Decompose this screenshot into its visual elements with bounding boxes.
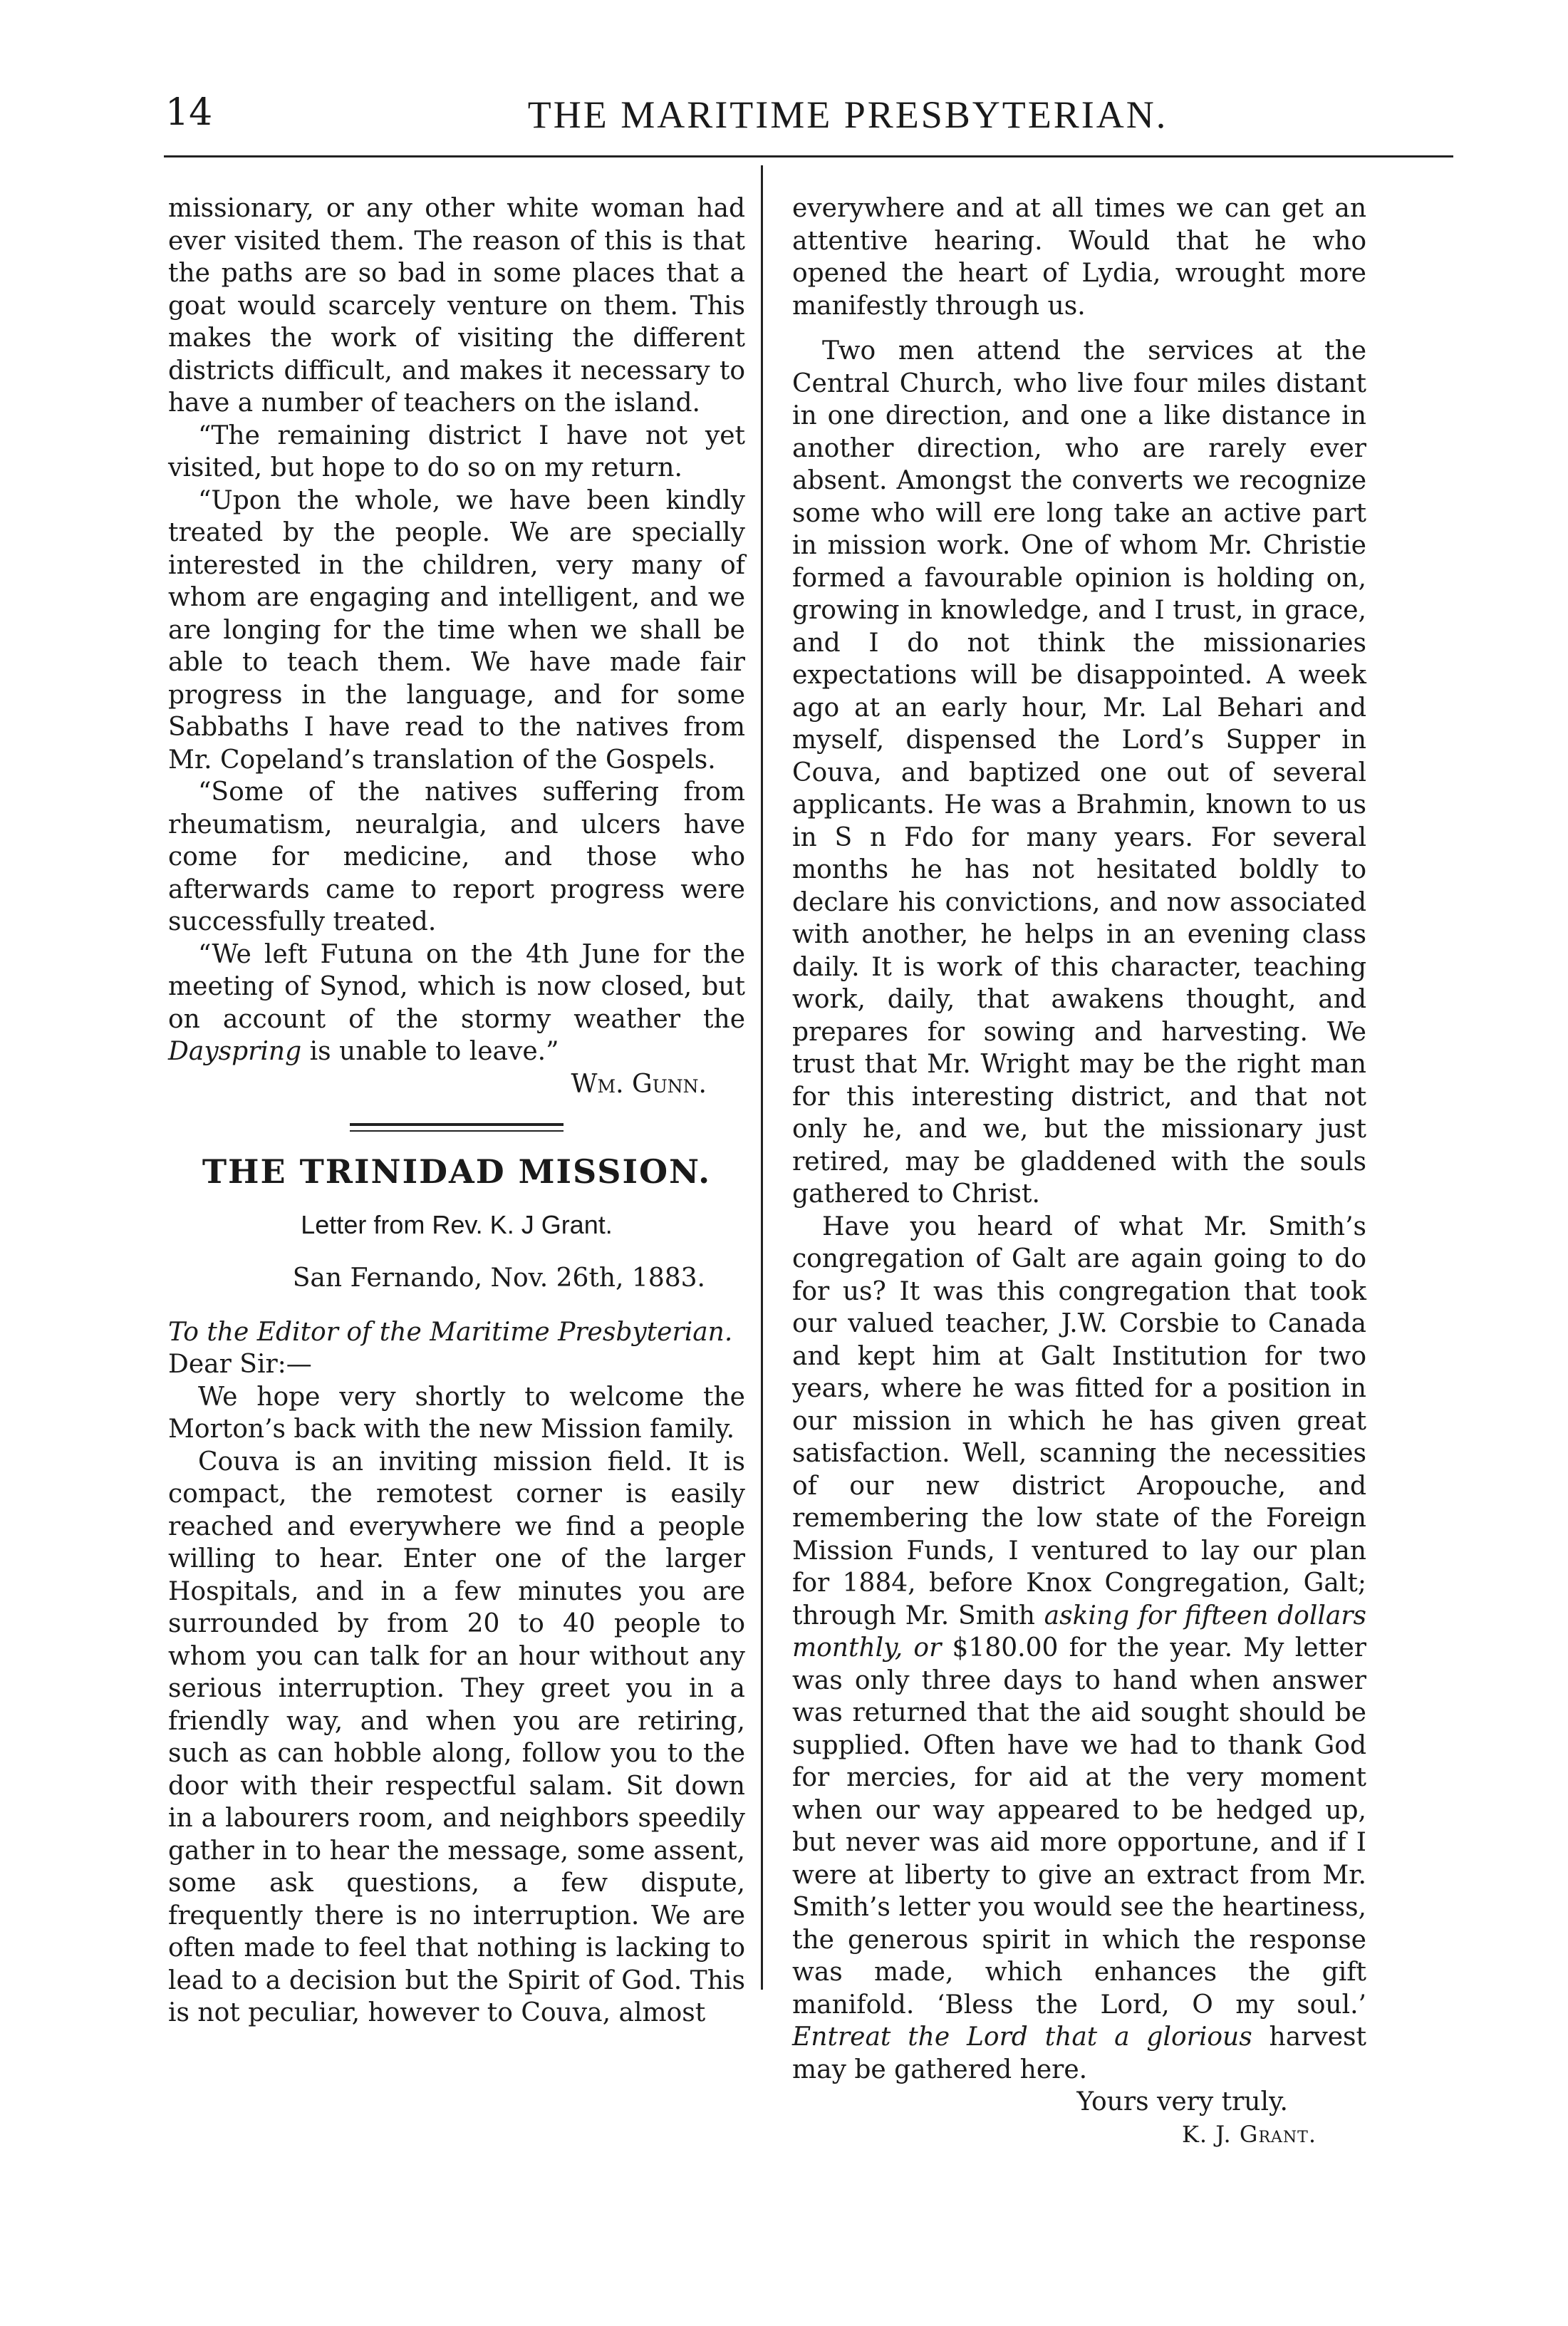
running-title: THE MARITIME PRESBYTERIAN.	[527, 93, 1168, 136]
paragraph: Two men attend the services at the Central Church, who live four miles distant in one direction, and one a like distance in another direction, who are rarely ever absent. Amongst the converts we recognize some who will ere long take an active part in mission work. One of whom Mr. Christie formed a favourable opinion is holding on, growing in knowledge, and I trust, in grace, and I do not think the missionaries expectations will be disappointed. A week ago at an early hour, Mr. Lal Behari and myself, dispensed the Lord’s Supper in Couva, and baptized one out of several applicants. He was a Brahmin, known to us in S n Fdo for many years. For several months he has not hesitated boldly to declare his convictions, and now associated with another, he helps in an evening class daily. It is work of this character, teaching work, daily, that awakens thought, and prepares for sowing and harvesting. We trust that Mr. Wright may be the right man for this interesting district, and that not only he, and we, but the missionary just retired, may be gladdened with the souls gathered to Christ.	[792, 336, 1366, 1209]
paragraph	[792, 1211, 1366, 2087]
right-column	[792, 192, 1366, 2151]
text-run: is unable to leave.”	[301, 1037, 559, 1066]
signature: Wm. Gunn.	[571, 1069, 707, 1099]
paragraph: “Some of the natives suffering from rheumatism, neuralgia, and ulcers have come for medicine, and those who afterwards came to report progress were successfully treated.	[168, 777, 745, 936]
dateline: San Fernando, Nov. 26th, 1883.	[292, 1263, 705, 1293]
text-run: $180.00 for the year. My letter was only three days to hand when answer was returned that the aid sought should be supplied. Often have we had to thank God for mercies, for aid at the very moment when our way appeared to be hedged up, but never was aid more opportune, and if I were at liberty to give an extract from Mr. Smith’s letter you would see the heartiness, the generous spirit in which the response was made, which enhances the gift manifold. ‘Bless the Lord, O my soul.’	[792, 1633, 1366, 2020]
paragraph: missionary, or any other white woman had ever visited them. The reason of this is that the paths are so bad in some places that a goat would scarcely venture on them. This makes the work of visiting the different districts difficult, and makes it necessary to have a number of teachers on the island.	[168, 194, 745, 418]
header-rule	[164, 155, 1453, 157]
paragraph: We hope very shortly to welcome the Morton’s back with the new Mission family.	[168, 1382, 745, 1444]
paragraph: “The remaining district I have not yet visited, but hope to do so on my return.	[168, 420, 745, 482]
paragraph: “Upon the whole, we have been kindly treated by the people. We are specially interested in the children, very many of whom are engaging and intelligent, and we are longing for the time when we shall be able to teach them. We have made fair progress in the language, and for some Sabbaths I have read to the natives from Mr. Copeland’s translation of the Gospels.	[168, 485, 745, 775]
text-run: Have you heard of what Mr. Smith’s congregation of Galt are again going to do for us? It was this congregation that took our valued teacher, J.W. Corsbie to Canada and kept him at Galt Institution for two years, where he was fitted for a position in our mission in which he has given great satisfaction. Well, scanning the necessities of our new district Aropouche, and remembering the low state of the Foreign Mission Funds, I ventured to lay our plan for 1884, before Knox Congregation, Galt; through Mr. Smith	[792, 1211, 1366, 1630]
letter-subtitle: Letter from Rev. K. J Grant.	[301, 1209, 613, 1239]
column-divider	[761, 165, 763, 1990]
italic-run: Entreat the Lord that a glorious	[792, 2022, 1252, 2052]
page-number: 14	[165, 91, 213, 134]
paragraph: Couva is an inviting mission field. It is compact, the remotest corner is easily reached and everywhere we find a people willing to hear. Enter one of the larger Hospitals, and in a few minutes you are surrounded by from 20 to 40 people to whom you can talk for an hour without any serious interruption. They greet you in a friendly way, and when you are retiring, such as can hobble along, follow you to the door with their respectful salam. Sit down in a labourers room, and neighbors speedily gather in to hear the message, some assent, some ask questions, a few dispute, frequently there is no interruption. We are often made to feel that nothing is lacking to lead to a decision but the Spirit of God. This is not peculiar, however to Couva, almost	[168, 1447, 745, 2027]
paragraph: everywhere and at all times we can get an attentive hearing. Would that he who opened the heart of Lydia, wrought more manifestly through us.	[792, 194, 1366, 321]
text-run: harvest may be gathered here.	[792, 2022, 1367, 2084]
ship-name: Dayspring	[168, 1037, 302, 1066]
signature: K. J. Grant.	[1181, 2120, 1317, 2148]
left-column	[168, 192, 745, 2030]
salutation: Dear Sir:—	[168, 1350, 312, 1379]
text-run: “We left Futuna on the 4th June for the meeting of Synod, which is now closed, but on account of the stormy weather the	[168, 939, 745, 1034]
section-title: THE TRINIDAD MISSION.	[202, 1152, 712, 1191]
paragraph	[168, 939, 745, 1068]
closing: Yours very truly.	[1076, 2087, 1288, 2116]
section-rule	[350, 1123, 564, 1132]
italic-run: asking for fifteen dollars monthly, or	[792, 1601, 1366, 1663]
addressee: To the Editor of the Maritime Presbyterian.	[168, 1317, 733, 1347]
